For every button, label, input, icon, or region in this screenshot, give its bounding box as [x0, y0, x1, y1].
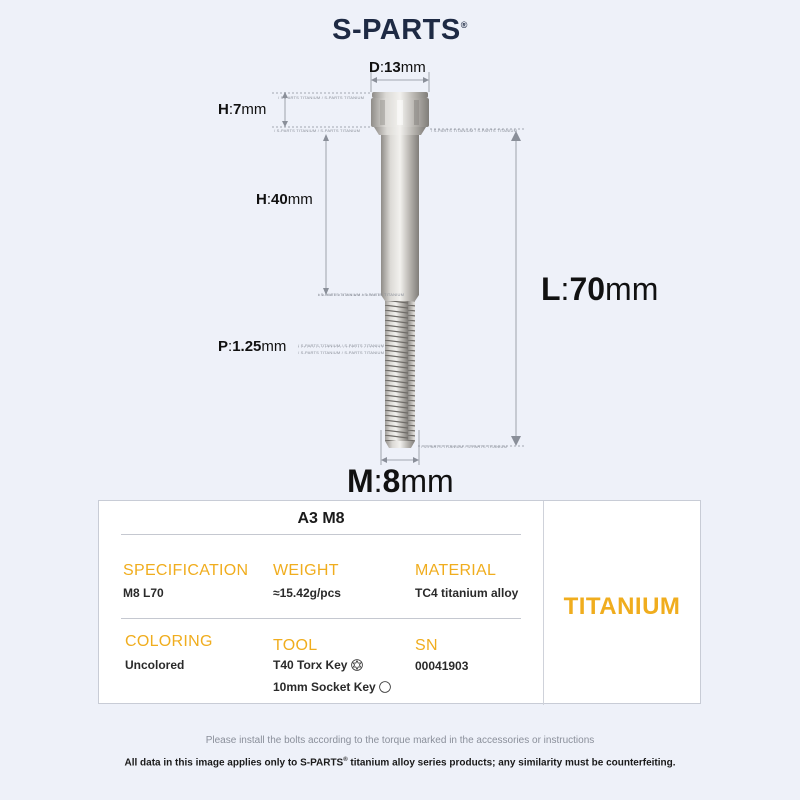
coloring-label: COLORING: [125, 633, 213, 650]
bolt-head: [371, 92, 429, 127]
divider: [121, 534, 521, 535]
coloring-value: Uncolored: [125, 658, 185, 672]
watermark-text: / S-PARTS TITANIUM / S-PARTS TITANIUM: [274, 128, 361, 133]
install-note: Please install the bolts according to the torque marked in the accessories or instructions: [205, 735, 595, 746]
watermark-text: / S-PARTS TITANIUM / S-PARTS TITANIUM: [278, 95, 365, 100]
brand-name: S-PARTS: [332, 14, 461, 46]
watermark-text: / S-PARTS TITANIUM / S-PARTS TITANIUM: [431, 128, 518, 133]
bolt-threads: [385, 301, 415, 441]
watermark-text: / S-PARTS TITANIUM / S-PARTS TITANIUM: [298, 343, 385, 348]
total-length-label: L:70mm: [541, 271, 659, 307]
sn-label: SN: [415, 637, 438, 654]
watermark-text: / S-PARTS TITANIUM / S-PARTS TITANIUM: [318, 292, 405, 297]
thread-size-label: M:8mm: [347, 463, 454, 499]
sn-value: 00041903: [415, 659, 469, 673]
specification-label: SPECIFICATION: [123, 562, 249, 579]
tool-value-socket: 10mm Socket Key: [273, 680, 391, 694]
titanium-badge: TITANIUM: [563, 593, 681, 620]
material-value: TC4 titanium alloy: [415, 586, 519, 600]
head-diameter-label: D:13mm: [369, 59, 426, 76]
specification-value: M8 L70: [123, 586, 164, 600]
torx-icon: [351, 659, 363, 671]
tool-value-torx: T40 Torx Key: [273, 658, 363, 672]
head-height-label: H:7mm: [218, 101, 267, 118]
bolt-shank: [381, 135, 419, 295]
weight-label: WEIGHT: [273, 562, 339, 579]
thread-pitch-label: P:1.25mm: [218, 338, 287, 355]
disclaimer: All data in this image applies only to S-PARTS® titanium alloy series products; any similarity must be counterfeiting.: [124, 757, 676, 769]
bolt-flange: [374, 127, 426, 135]
shank-height-label: H:40mm: [256, 191, 313, 208]
divider: [121, 618, 521, 619]
spec-title: A3 M8: [297, 510, 345, 527]
brand-registered-mark: ®: [460, 20, 468, 30]
tool-label: TOOL: [273, 637, 318, 654]
material-label: MATERIAL: [415, 562, 497, 579]
watermark-text: / S-PARTS TITANIUM / S-PARTS TITANIUM: [421, 444, 508, 449]
hex-socket-icon: [379, 681, 391, 693]
weight-value: ≈15.42g/pcs: [273, 586, 341, 600]
watermark-text: / S-PARTS TITANIUM / S-PARTS TITANIUM: [298, 350, 385, 355]
spec-table: [98, 500, 701, 704]
